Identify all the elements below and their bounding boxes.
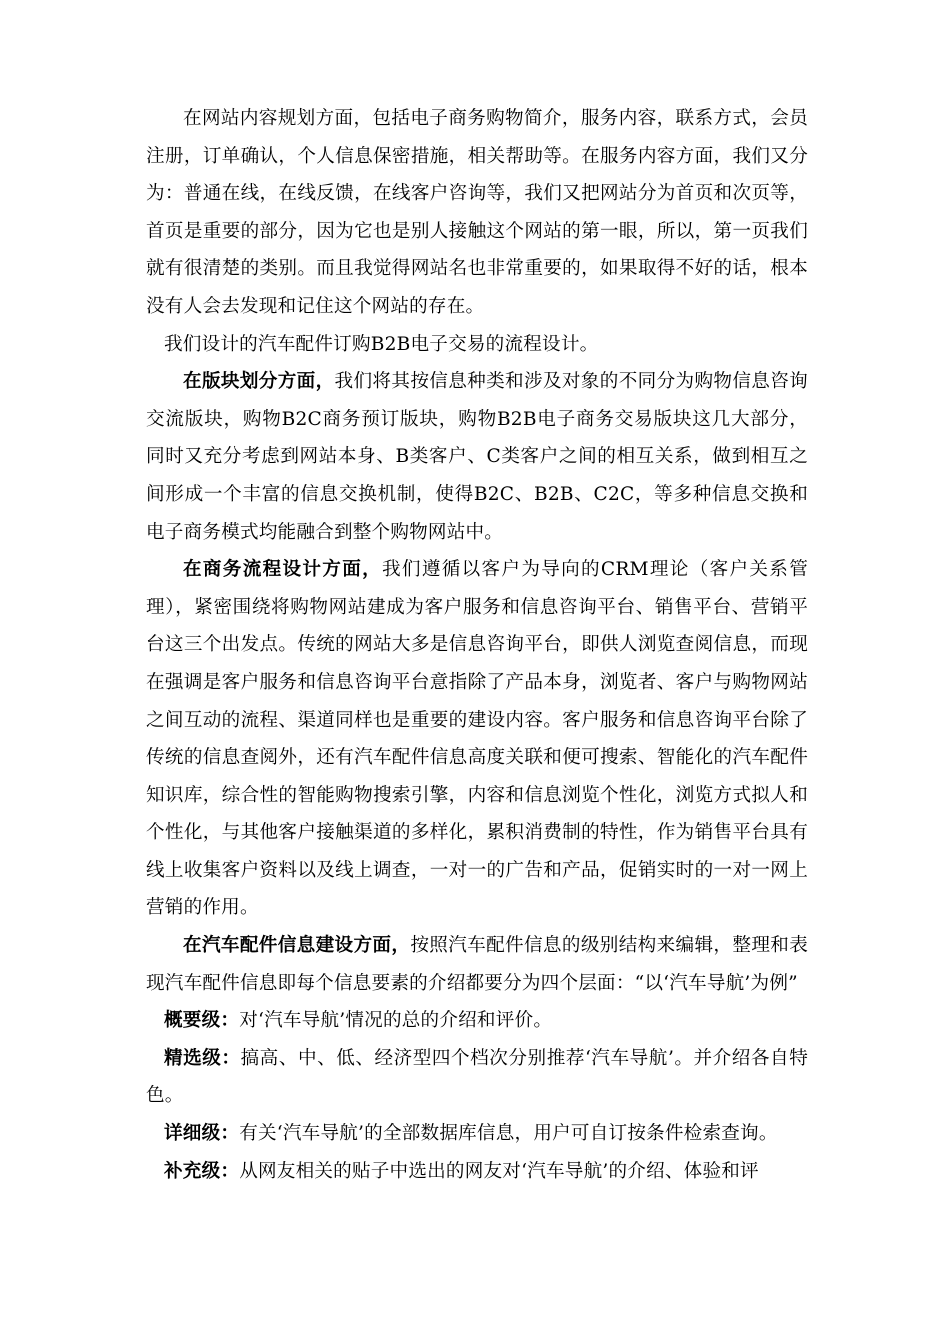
paragraph-process-design-intro — [146, 326, 808, 364]
paragraph-parts-info — [146, 927, 808, 1002]
paragraph-selected-level — [146, 1040, 808, 1115]
paragraph-lead-heading: 补充级： — [164, 1160, 240, 1182]
document-page — [146, 100, 808, 1190]
paragraph-summary-level — [146, 1002, 808, 1040]
paragraph-lead-heading: 在商务流程设计方面， — [183, 559, 383, 581]
paragraph-text: 搞高、中、低、经济型四个档次分别推荐‘汽车导航’。并介绍各自特色。 — [146, 1047, 808, 1107]
paragraph-text: 按照汽车配件信息的级别结构来编辑，整理和表现汽车配件信息即每个信息要素的介绍都要分为四个层面：“以‘汽车导航’为例” — [146, 935, 808, 994]
paragraph-text: 对‘汽车导航’情况的总的介绍和评价。 — [239, 1010, 553, 1032]
paragraph-text: 从网友相关的贴子中选出的网友对‘汽车导航’的介绍、体验和评 — [239, 1160, 759, 1182]
paragraph-text: 我们将其按信息种类和涉及对象的不同分为购物信息咨询交流版块，购物B2C商务预订版块，购物B2B电子商务交易版块这几大部分，同时又充分考虑到网站本身、B类客户、C类客户之间的相互关系，做到相互之间形成一个丰富的信息交换机制，使得B2C、B2B、C2C，等多种信息交换和电子商务模式均能融合到整个购物网站中。 — [146, 371, 808, 543]
paragraph-business-flow — [146, 551, 808, 927]
paragraph-content-planning — [146, 100, 808, 326]
paragraph-lead-heading: 详细级： — [164, 1123, 240, 1145]
paragraph-lead-heading: 概要级： — [164, 1010, 240, 1032]
paragraph-text: 我们设计的汽车配件订购B2B电子交易的流程设计。 — [164, 333, 599, 355]
paragraph-text: 我们遵循以客户为导向的CRM理论（客户关系管理），紧密围绕将购物网站建成为客户服务和信息咨询平台、销售平台、营销平台这三个出发点。传统的网站大多是信息咨询平台，即供人浏览查阅信息，而现在强调是客户服务和信息咨询平台意指除了产品本身，浏览者、客户与购物网站之间互动的流程、渠道同样也是重要的建设内容。客户服务和信息咨询平台除了传统的信息查阅外，还有汽车配件信息高度关联和便可搜索、智能化的汽车配件知识库，综合性的智能购物搜索引擎，内容和信息浏览个性化，浏览方式拟人和个性化，与其他客户接触渠道的多样化，累积消费制的特性，作为销售平台具有线上收集客户资料以及线上调查，一对一的广告和产品，促销实时的一对一网上营销的作用。 — [146, 559, 808, 919]
paragraph-text: 在网站内容规划方面，包括电子商务购物简介，服务内容，联系方式，会员注册，订单确认，个人信息保密措施，相关帮助等。在服务内容方面，我们又分为：普通在线，在线反馈，在线客户咨询等，我们又把网站分为首页和次页等，首页是重要的部分，因为它也是别人接触这个网站的第一眼，所以，第一页我们就有很清楚的类别。而且我觉得网站名也非常重要的，如果取得不好的话，根本没有人会去发现和记住这个网站的存在。 — [146, 108, 808, 317]
paragraph-supplement-level — [146, 1153, 808, 1191]
paragraph-lead-heading: 精选级： — [164, 1047, 241, 1069]
paragraph-lead-heading: 在汽车配件信息建设方面， — [183, 935, 411, 957]
paragraph-text: 有关‘汽车导航’的全部数据库信息，用户可自订按条件检索查询。 — [239, 1123, 778, 1145]
paragraph-lead-heading: 在版块划分方面， — [183, 371, 335, 393]
paragraph-section-division — [146, 363, 808, 551]
paragraph-detail-level — [146, 1115, 808, 1153]
